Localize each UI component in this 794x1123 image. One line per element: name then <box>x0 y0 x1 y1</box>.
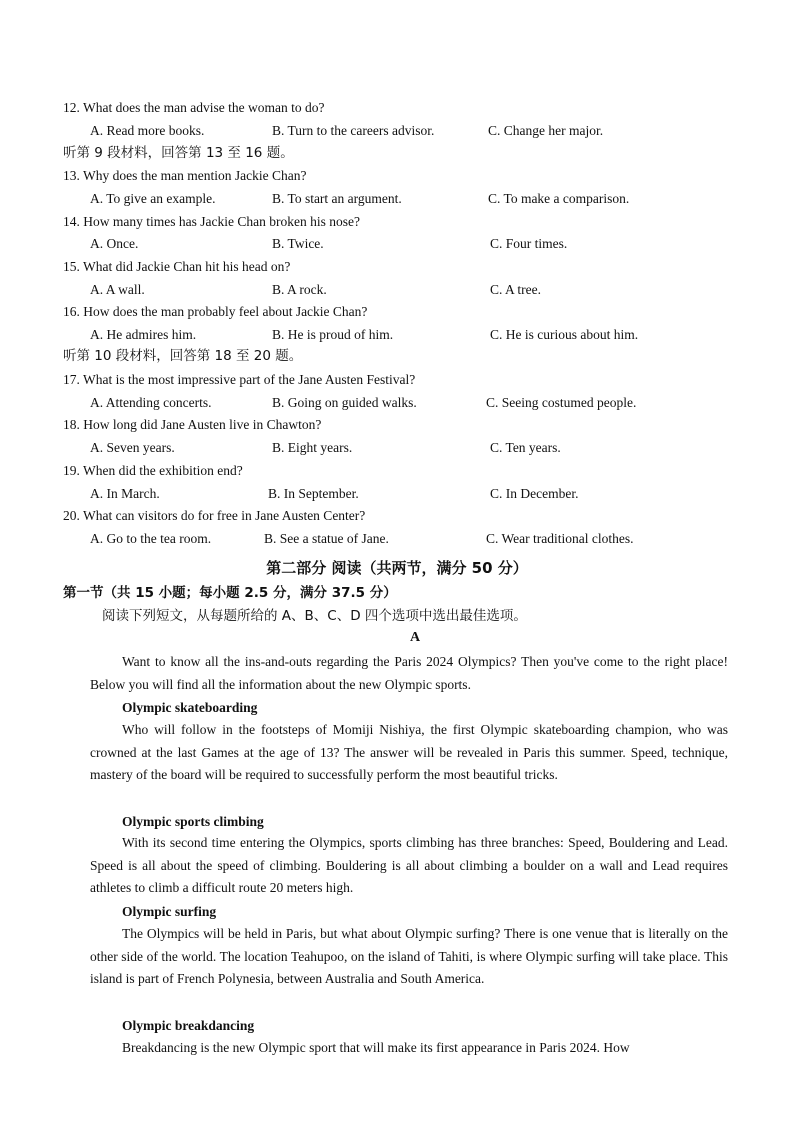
question-16-option-a: A. He admires him. <box>90 327 197 342</box>
question-18-option-a: A. Seven years. <box>90 440 175 455</box>
question-12-stem: 12. What does the man advise the woman to do? <box>63 100 325 115</box>
question-19-option-a: A. In March. <box>90 486 160 501</box>
section-text-skateboarding: Who will follow in the footsteps of Momiji Nishiya, the first Olympic skateboarding champion, who was crowned at the last Games at the age of 13? The answer will be revealed in Paris this summer. Speed, technique, mastery of the board will be required to successfully perform the most beautiful tricks. <box>90 722 728 783</box>
part2-title: 第二部分 阅读（共两节，满分 50 分） <box>266 559 528 577</box>
question-13-stem: 13. Why does the man mention Jackie Chan? <box>63 168 307 183</box>
question-16-stem: 16. How does the man probably feel about Jackie Chan? <box>63 304 368 319</box>
section-text-climbing: With its second time entering the Olympics, sports climbing has three branches: Speed, Bouldering and Lead. Speed is all about the speed of climbing. Bouldering is all about climbing a boulder on a wall and Lead requires athletes to climb a difficult route 20 meters high. <box>90 835 728 896</box>
question-19-option-b: B. In September. <box>268 486 359 501</box>
question-12-option-a: A. Read more books. <box>90 123 205 138</box>
question-18-option-b: B. Eight years. <box>272 440 353 455</box>
question-14-option-a: A. Once. <box>90 236 139 251</box>
question-17-option-a: A. Attending concerts. <box>90 395 212 410</box>
section-title-surfing: Olympic surfing <box>122 904 217 919</box>
section1-title: 第一节（共 15 小题；每小题 2.5 分，满分 37.5 分） <box>63 585 397 601</box>
section-title-climbing: Olympic sports climbing <box>122 814 264 829</box>
question-15-option-b: B. A rock. <box>272 282 327 297</box>
question-14-option-b: B. Twice. <box>272 236 324 251</box>
question-16-option-c: C. He is curious about him. <box>490 327 639 342</box>
question-15-option-a: A. A wall. <box>90 282 145 297</box>
instruction-segment-9: 听第 9 段材料，回答第 13 至 16 题。 <box>63 145 294 161</box>
question-14-stem: 14. How many times has Jackie Chan broken his nose? <box>63 214 360 229</box>
question-12-option-c: C. Change her major. <box>488 123 604 138</box>
question-12-option-b: B. Turn to the careers advisor. <box>272 123 435 138</box>
question-13-option-a: A. To give an example. <box>90 191 216 206</box>
question-18-option-c: C. Ten years. <box>490 440 561 455</box>
instruction-segment-10: 听第 10 段材料，回答第 18 至 20 题。 <box>63 348 303 364</box>
question-16-option-b: B. He is proud of him. <box>272 327 394 342</box>
question-14-option-c: C. Four times. <box>490 236 568 251</box>
passage-letter: A <box>409 630 421 645</box>
passage-intro: Want to know all the ins-and-outs regarding the Paris 2024 Olympics? Then you've come to the right place! Below you will find all the information about the new Olympic sports. <box>90 654 728 692</box>
question-17-stem: 17. What is the most impressive part of the Jane Austen Festival? <box>63 372 416 387</box>
section-text-surfing: The Olympics will be held in Paris, but what about Olympic surfing? There is one venue that is literally on the other side of the world. The location Teahupoo, on the island of Tahiti, is where Olympic surfing will take place. This island is part of French Polynesia, between Australia and South America. <box>90 926 728 987</box>
question-18-stem: 18. How long did Jane Austen live in Chawton? <box>63 417 322 432</box>
question-17-option-b: B. Going on guided walks. <box>272 395 417 410</box>
section-text-breakdancing: Breakdancing is the new Olympic sport that will make its first appearance in Paris 2024. How <box>122 1040 630 1055</box>
question-15-option-c: C. A tree. <box>490 282 541 297</box>
section-title-breakdancing: Olympic breakdancing <box>122 1018 255 1033</box>
question-20-option-a: A. Go to the tea room. <box>90 531 212 546</box>
question-13-option-c: C. To make a comparison. <box>488 191 630 206</box>
section1-directions: 阅读下列短文，从每题所给的 A、B、C、D 四个选项中选出最佳选项。 <box>102 608 527 624</box>
section-title-skateboarding: Olympic skateboarding <box>122 700 258 715</box>
question-20-option-b: B. See a statue of Jane. <box>264 531 389 546</box>
question-20-option-c: C. Wear traditional clothes. <box>486 531 634 546</box>
question-13-option-b: B. To start an argument. <box>272 191 402 206</box>
question-19-stem: 19. When did the exhibition end? <box>63 463 243 478</box>
question-15-stem: 15. What did Jackie Chan hit his head on? <box>63 259 291 274</box>
question-17-option-c: C. Seeing costumed people. <box>486 395 637 410</box>
question-19-option-c: C. In December. <box>490 486 579 501</box>
question-20-stem: 20. What can visitors do for free in Jane Austen Center? <box>63 508 366 523</box>
